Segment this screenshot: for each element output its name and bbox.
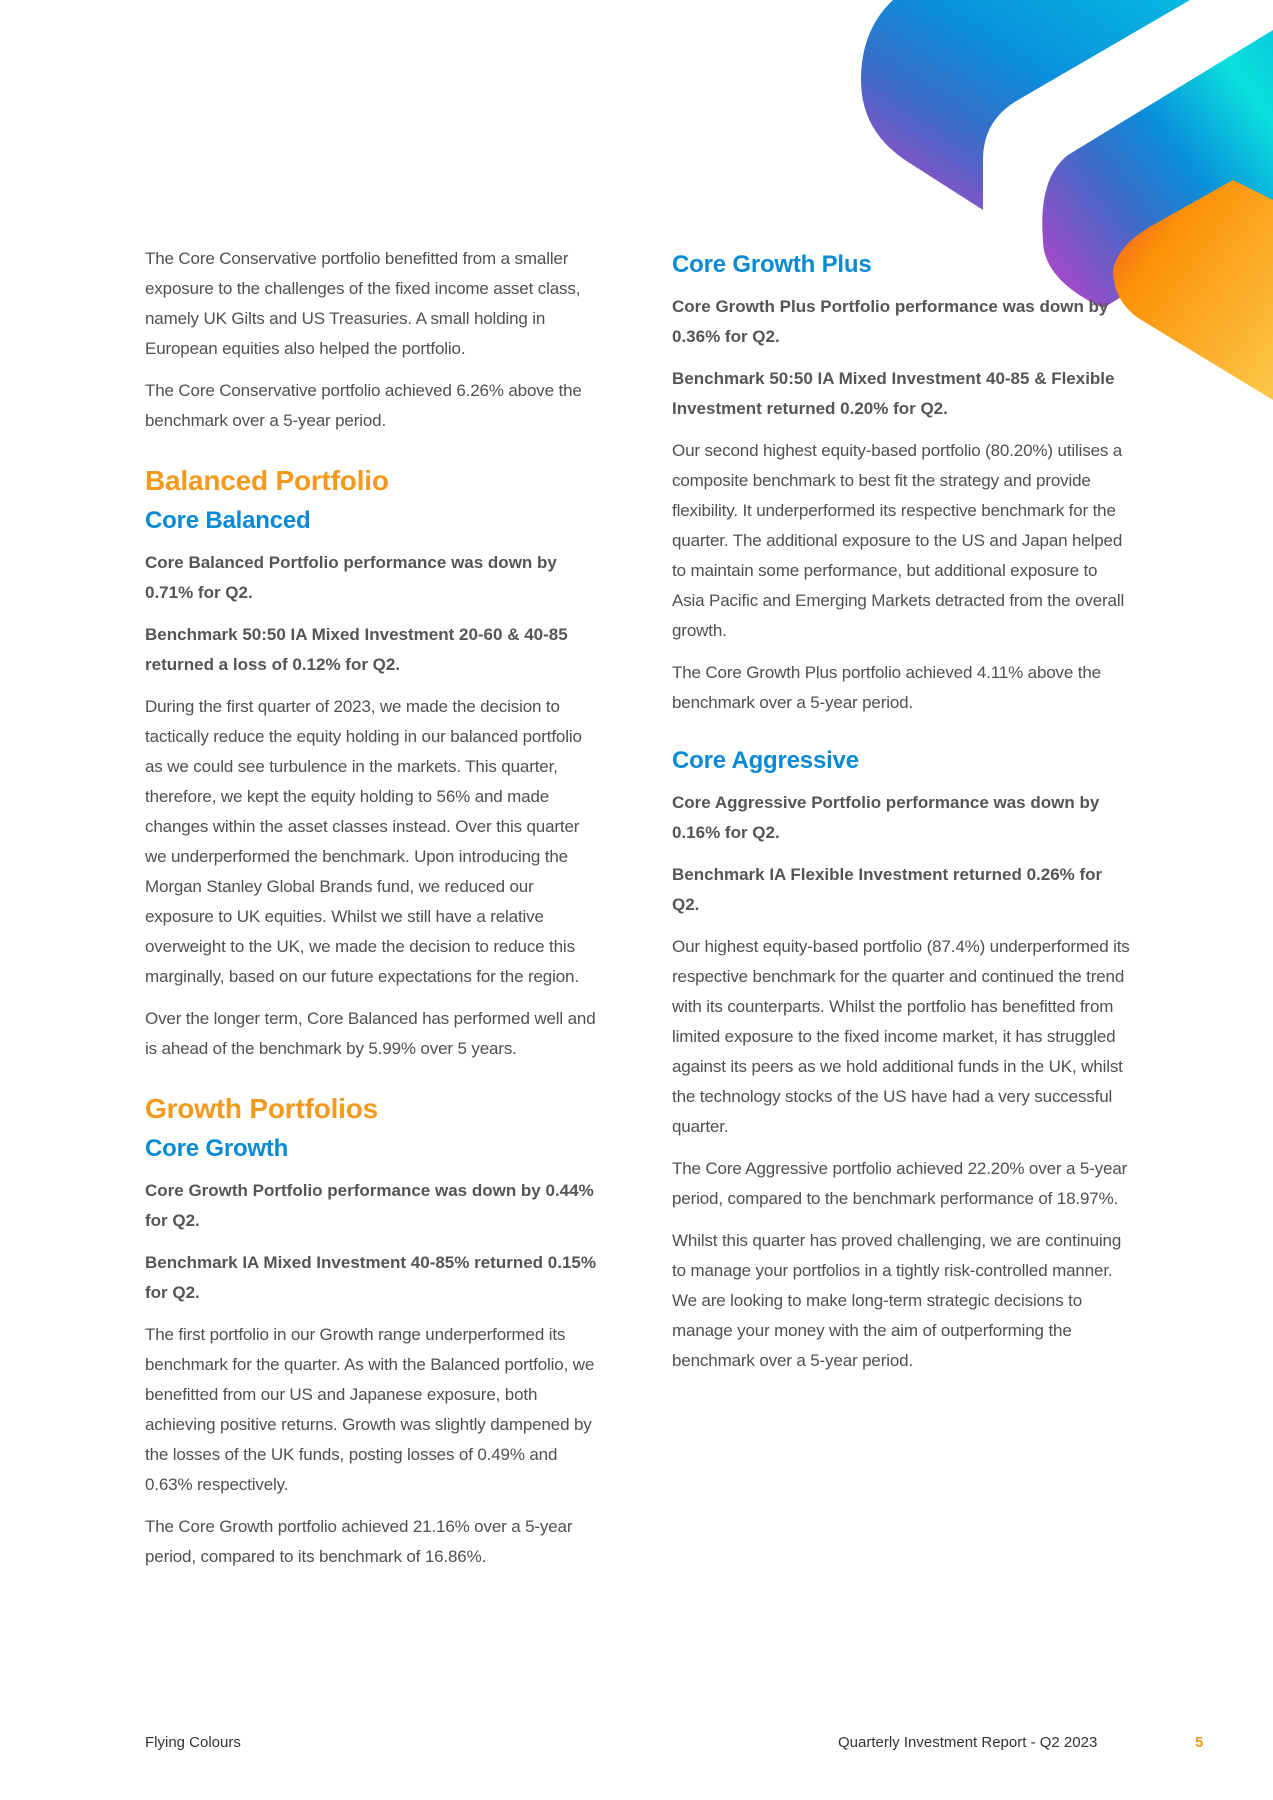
core-balanced-performance: Core Balanced Portfolio performance was down by 0.71% for Q2. <box>145 553 557 602</box>
core-growth-benchmark: Benchmark IA Mixed Investment 40-85% returned 0.15% for Q2. <box>145 1253 596 1302</box>
page-number: 5 <box>1195 1734 1204 1751</box>
core-growth-paragraph: The first portfolio in our Growth range underperformed its benchmark for the quarter. As with the Balanced portfolio, we benefitted from our US and Japanese exposure, both achieving positive returns. Growth was slightly dampened by the losses of the UK funds, posting losses of 0.49% and 0.63% respectively. <box>145 1325 595 1494</box>
core-aggressive-paragraph: Our highest equity-based portfolio (87.4%) underperformed its respective benchmark for the quarter and continued the trend with its counterparts. Whilst the portfolio has benefitted from limited exposure to the fixed income market, it has struggled against its peers as we hold additional funds in the UK, whilst the technology stocks of the US have had a very successful quarter. <box>672 937 1130 1136</box>
right-column <box>672 244 1130 1388</box>
conservative-result-paragraph: The Core Conservative portfolio achieved 6.26% above the benchmark over a 5-year period. <box>145 381 582 430</box>
core-growth-plus-paragraph: Our second highest equity-based portfolio (80.20%) utilises a composite benchmark to best fit the strategy and provide flexibility. It underperformed its respective benchmark for the quarter. The additional exposure to the US and Japan helped to maintain some performance, but additional exposure to Asia Pacific and Emerging Markets detracted from the overall growth. <box>672 441 1125 640</box>
closing-paragraph: Whilst this quarter has proved challenging, we are continuing to manage your portfolios in a tightly risk-controlled manner. We are looking to make long-term strategic decisions to manage your money with the aim of outperforming the benchmark over a 5-year period. <box>672 1231 1122 1370</box>
core-balanced-benchmark: Benchmark 50:50 IA Mixed Investment 20-60 & 40-85 returned a loss of 0.12% for Q2. <box>145 625 568 674</box>
core-aggressive-result-paragraph: The Core Aggressive portfolio achieved 22.20% over a 5-year period, compared to the benchmark performance of 18.97%. <box>672 1159 1128 1208</box>
footer-report-title: Quarterly Investment Report - Q2 2023 <box>838 1734 1098 1751</box>
core-growth-heading: Core Growth <box>145 1135 289 1162</box>
conservative-paragraph: The Core Conservative portfolio benefitted from a smaller exposure to the challenges of the fixed income asset class, namely UK Gilts and US Treasuries. A small holding in European equities also helped the portfolio. <box>145 249 581 358</box>
left-column <box>145 244 603 1584</box>
core-growth-performance: Core Growth Portfolio performance was down by 0.44% for Q2. <box>145 1181 594 1230</box>
core-balanced-heading: Core Balanced <box>145 507 311 534</box>
core-growth-plus-heading: Core Growth Plus <box>672 251 872 278</box>
core-growth-result-paragraph: The Core Growth portfolio achieved 21.16% over a 5-year period, compared to its benchmark of 16.86%. <box>145 1517 573 1566</box>
core-aggressive-performance: Core Aggressive Portfolio performance was down by 0.16% for Q2. <box>672 793 1100 842</box>
core-balanced-paragraph: During the first quarter of 2023, we made the decision to tactically reduce the equity holding in our balanced portfolio as we could see turbulence in the markets. This quarter, therefore, we kept the equity holding to 56% and made changes within the asset classes instead. Over this quarter we underperformed the benchmark. Upon introducing the Morgan Stanley Global Brands fund, we reduced our exposure to UK equities. Whilst we still have a relative overweight to the UK, we made the decision to reduce this marginally, based on our future expectations for the region. <box>145 697 582 986</box>
core-growth-plus-result-paragraph: The Core Growth Plus portfolio achieved 4.11% above the benchmark over a 5-year period. <box>672 663 1101 712</box>
core-growth-plus-benchmark: Benchmark 50:50 IA Mixed Investment 40-85 & Flexible Investment returned 0.20% for Q2. <box>672 369 1115 418</box>
core-balanced-longterm-paragraph: Over the longer term, Core Balanced has performed well and is ahead of the benchmark by 5.99% over 5 years. <box>145 1009 596 1058</box>
balanced-portfolio-heading: Balanced Portfolio <box>145 465 389 496</box>
core-aggressive-heading: Core Aggressive <box>672 747 859 774</box>
core-growth-plus-performance: Core Growth Plus Portfolio performance was down by 0.36% for Q2. <box>672 297 1109 346</box>
core-aggressive-benchmark: Benchmark IA Flexible Investment returned 0.26% for Q2. <box>672 865 1103 914</box>
growth-portfolios-heading: Growth Portfolios <box>145 1093 379 1124</box>
footer-brand: Flying Colours <box>145 1734 241 1751</box>
